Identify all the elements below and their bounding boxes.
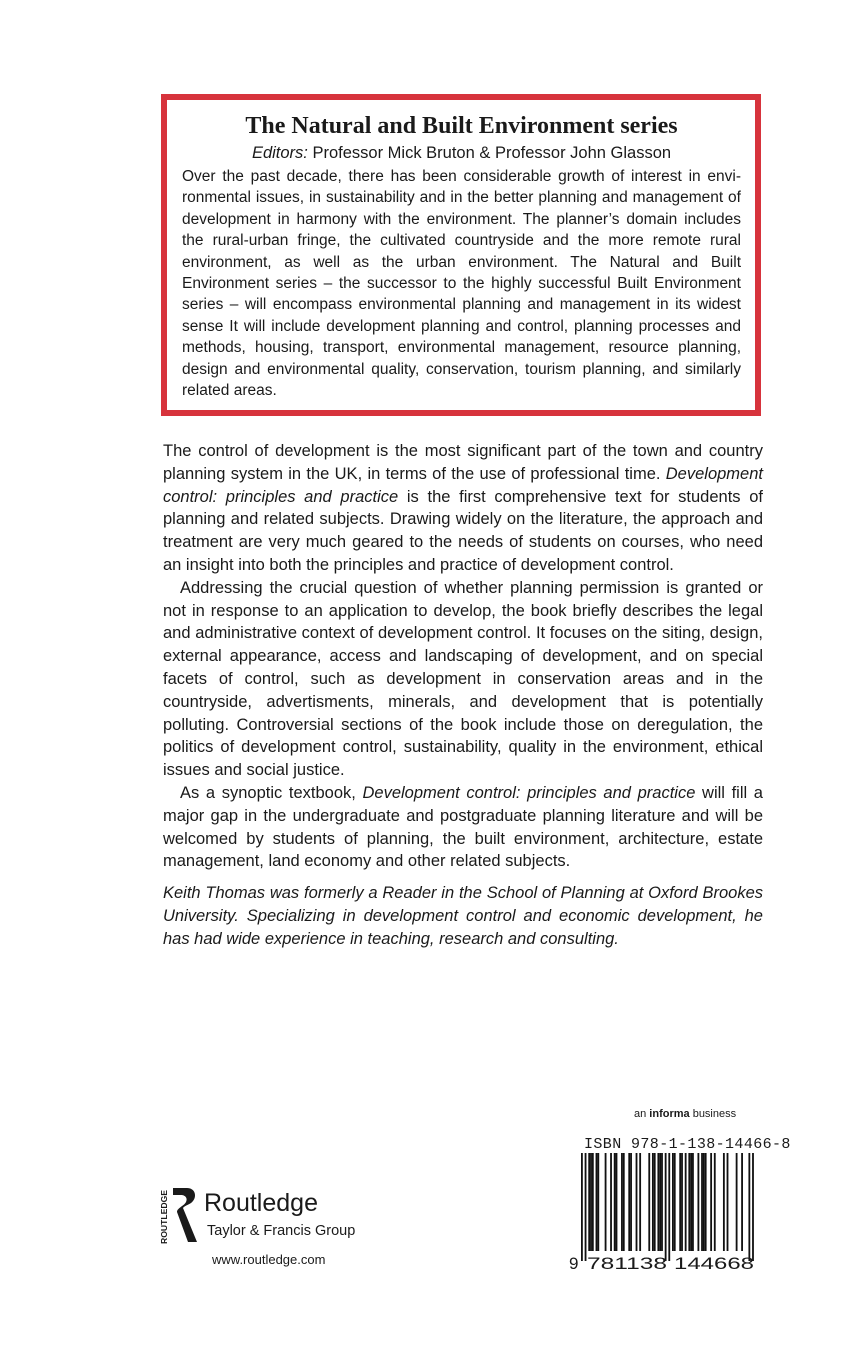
barcode-bar	[639, 1153, 641, 1251]
series-title: The Natural and Built Environment series	[245, 113, 678, 139]
barcode-bar	[681, 1153, 683, 1251]
barcode-bar	[628, 1153, 630, 1251]
blurb-paragraph-3	[163, 782, 763, 873]
barcode-bar	[590, 1153, 592, 1251]
barcode-digits-group-2: 144668	[674, 1254, 754, 1273]
barcode-bar	[748, 1153, 750, 1261]
publisher-website[interactable]: www.routledge.com	[212, 1252, 326, 1267]
barcode-bar	[605, 1153, 607, 1251]
barcode-bars	[581, 1153, 754, 1261]
book-title-ref: Development control: principles and practice	[362, 783, 696, 802]
barcode-bar	[692, 1153, 694, 1251]
routledge-logo	[157, 1186, 377, 1246]
barcode-bar	[752, 1153, 754, 1261]
barcode-bar	[705, 1153, 707, 1251]
barcode-bar	[592, 1153, 594, 1251]
barcode-bar	[616, 1153, 618, 1251]
barcode-bar	[657, 1153, 659, 1251]
editors-label: Editors:	[251, 144, 308, 162]
blurb-paragraph-2: Addressing the crucial question of whether planning permission is granted or not in response to an application to develop, the book briefly describes the legal and administrative context of development control. It focuses on the siting, design, external appearance, access and landscaping of development, and on special facets of control, such as development in conservation areas and in the countryside, advertisments, minerals, and development that is potentially polluting. Controversial sections of the book include those on deregulation, the politics of development control, sustainability, quality in the environment, ethical issues and social justice.	[163, 578, 763, 780]
tagline-prefix: an	[634, 1108, 650, 1120]
barcode-bar	[585, 1153, 587, 1261]
blurb-p3-text-b: will fill a major gap in the undergraduate and postgraduate planning literature and will be welcomed by students of planning, the built environment, architecture, estate management, land economy and other related subjects.	[163, 783, 763, 871]
barcode	[569, 1153, 764, 1273]
barcode-bar	[610, 1153, 612, 1251]
barcode-bar	[621, 1153, 623, 1251]
barcode-bar	[581, 1153, 583, 1261]
barcode-bar	[741, 1153, 743, 1251]
barcode-bar	[688, 1153, 690, 1251]
barcode-bar	[679, 1153, 681, 1251]
barcode-bar	[597, 1153, 599, 1251]
tagline-bold: informa	[649, 1108, 690, 1120]
barcode-bar	[727, 1153, 729, 1251]
isbn-label: ISBN 978-1-138-14466-8	[584, 1136, 791, 1153]
barcode-bar	[697, 1153, 699, 1251]
barcode-bar	[674, 1153, 676, 1251]
barcode-bar	[623, 1153, 625, 1251]
series-description: Over the past decade, there has been considerable growth of interest in environmental issues, in sustainability and in the better planning and management of development in harmony with the environment. The planner’s domain includes the rural-urban fringe, the cultivated countryside and the more remote rural environment, as well as the urban environment. The Natural and Built Environment series – the successor to the highly successful Built Environment series – will encompass environmental planning and management in its widest sense It will include development planning and control, planning processes and methods, housing, transport, environmental management, resource planning, design and environmental quality, conservation, tourism planning, and similarly related areas.	[182, 168, 741, 400]
barcode-bar	[723, 1153, 725, 1251]
barcode-bar	[588, 1153, 590, 1251]
routledge-logo-icon	[157, 1186, 199, 1246]
publisher-name: Routledge	[204, 1189, 318, 1217]
barcode-bar	[736, 1153, 738, 1251]
barcode-bar	[659, 1153, 661, 1251]
logo-vertical-text: ROUTLEDGE	[159, 1190, 169, 1244]
barcode-bar	[690, 1153, 692, 1251]
blurb-p1-text-a: The control of development is the most significant part of the town and country planning system in the UK, in terms of the use of professional time.	[163, 442, 763, 483]
barcode-bar	[652, 1153, 654, 1251]
barcode-bar	[661, 1153, 663, 1251]
barcode-bar	[654, 1153, 656, 1251]
barcode-bar	[685, 1153, 687, 1251]
editors-names: Professor Mick Bruton & Professor John Glasson	[312, 144, 672, 162]
barcode-bar	[668, 1153, 670, 1261]
barcode-digits-group-1: 781138	[587, 1254, 667, 1273]
author-bio: Keith Thomas was formerly a Reader in the School of Planning at Oxford Brookes University. Specializing in development control and economic development, he has had wide experience in teaching, research and consulting.	[163, 884, 763, 948]
barcode-bar	[714, 1153, 716, 1251]
barcode-bar	[701, 1153, 703, 1251]
blurb-p3-text-a: As a synoptic textbook,	[180, 783, 363, 802]
series-editors	[182, 141, 741, 165]
blurb	[163, 440, 763, 873]
barcode-digit-first: 9	[569, 1254, 579, 1273]
book-title-ref: Development control: principles and practice	[163, 464, 763, 506]
blurb-paragraph-1	[163, 440, 763, 577]
barcode-bar	[636, 1153, 638, 1251]
barcode-bar	[596, 1153, 598, 1251]
barcode-bar	[614, 1153, 616, 1251]
tagline-suffix: business	[689, 1108, 737, 1120]
barcode-bar	[703, 1153, 705, 1251]
informa-tagline	[634, 1108, 736, 1120]
blurb-p1-text-b: is the first comprehensive text for students of planning and related subjects. Drawing widely on the literature, the approach and treatment are very much geared to the needs of students on courses, who need an insight into both the principles and practice of development control.	[163, 487, 763, 574]
barcode-bar	[665, 1153, 667, 1261]
barcode-bar	[648, 1153, 650, 1251]
series-box	[161, 94, 761, 416]
barcode-bar	[630, 1153, 632, 1251]
barcode-bar	[710, 1153, 712, 1251]
publisher-group: Taylor & Francis Group	[207, 1223, 356, 1239]
barcode-bar	[672, 1153, 674, 1251]
